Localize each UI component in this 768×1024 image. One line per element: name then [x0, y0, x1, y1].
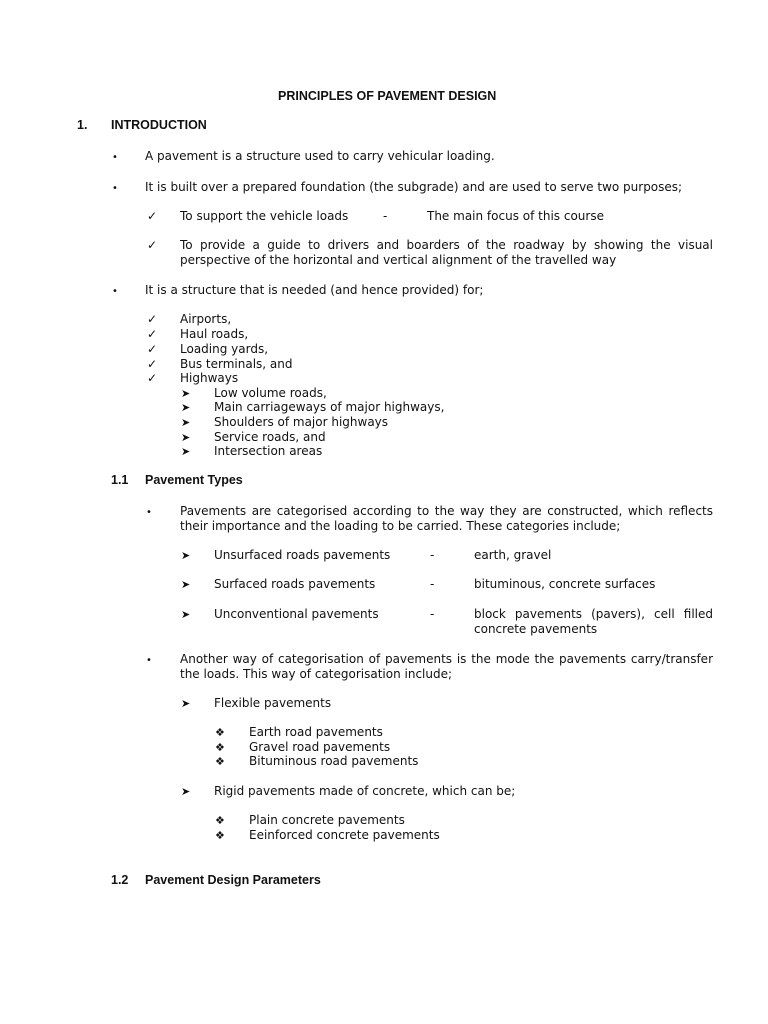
category-desc: earth, gravel [474, 548, 552, 562]
category-name: Unsurfaced roads pavements [214, 548, 391, 562]
section-1-1-heading: Pavement Types [145, 473, 243, 487]
arrow-icon: ➤ [181, 697, 191, 710]
highway-item: Shoulders of major highways [214, 415, 389, 429]
arrow-icon: ➤ [181, 445, 191, 458]
arrow-icon: ➤ [181, 387, 191, 400]
arrow-icon: ➤ [181, 785, 191, 798]
bullet-icon: • [112, 286, 118, 297]
purpose-2-text [180, 238, 713, 268]
category-desc-line-1: block pavements (pavers), cell filled [474, 607, 713, 621]
check-icon: ✓ [147, 342, 158, 356]
section-1-number: 1. [77, 118, 88, 132]
purpose-1-text: To support the vehicle loads [180, 209, 349, 223]
section-1-1-number: 1.1 [111, 473, 129, 487]
highway-item: Main carriageways of major highways, [214, 400, 445, 414]
diamond-icon: ❖ [215, 829, 225, 842]
check-icon: ✓ [147, 209, 158, 223]
diamond-icon: ❖ [215, 814, 225, 827]
check-icon: ✓ [147, 312, 158, 326]
bullet-icon: • [146, 507, 152, 518]
category-desc-line-2: concrete pavements [474, 622, 598, 636]
needed-item: Bus terminals, and [180, 357, 293, 371]
arrow-icon: ➤ [181, 401, 191, 414]
check-icon: ✓ [147, 371, 158, 385]
diamond-icon: ❖ [215, 741, 225, 754]
needed-item: Haul roads, [180, 327, 249, 341]
highway-item: Service roads, and [214, 430, 326, 444]
section-1-2-number: 1.2 [111, 873, 129, 887]
flexible-item: Earth road pavements [249, 725, 383, 739]
highway-item: Intersection areas [214, 444, 323, 458]
diamond-icon: ❖ [215, 726, 225, 739]
section-1-2-heading: Pavement Design Parameters [145, 873, 321, 887]
check-icon: ✓ [147, 238, 158, 252]
check-icon: ✓ [147, 357, 158, 371]
bullet-icon: • [112, 183, 118, 194]
mode-bullet-line-2: the loads. This way of categorisation include; [180, 667, 453, 681]
category-desc [474, 607, 713, 637]
intro-bullet-1: A pavement is a structure used to carry vehicular loading. [145, 149, 495, 163]
rigid-item: Eeinforced concrete pavements [249, 828, 440, 842]
highway-item: Low volume roads, [214, 386, 327, 400]
flexible-label: Flexible pavements [214, 696, 332, 710]
flexible-item: Bituminous road pavements [249, 754, 419, 768]
category-dash: - [430, 577, 435, 591]
arrow-icon: ➤ [181, 416, 191, 429]
category-desc: bituminous, concrete surfaces [474, 577, 656, 591]
rigid-label: Rigid pavements made of concrete, which can be; [214, 784, 516, 798]
rigid-item: Plain concrete pavements [249, 813, 405, 827]
category-name: Surfaced roads pavements [214, 577, 376, 591]
needed-item: Loading yards, [180, 342, 269, 356]
needed-item: Airports, [180, 312, 232, 326]
section-1-heading: INTRODUCTION [111, 118, 207, 132]
diamond-icon: ❖ [215, 755, 225, 768]
types-bullet-line-1: Pavements are categorised according to the way they are constructed, which reflects [180, 504, 713, 518]
purpose-2-line-2: perspective of the horizontal and vertical alignment of the travelled way [180, 253, 617, 267]
arrow-icon: ➤ [181, 431, 191, 444]
flexible-item: Gravel road pavements [249, 740, 391, 754]
category-dash: - [430, 548, 435, 562]
check-icon: ✓ [147, 327, 158, 341]
needed-item: Highways [180, 371, 239, 385]
needed-bullet: It is a structure that is needed (and hence provided) for; [145, 283, 484, 297]
types-bullet-line-2: their importance and the loading to be carried. These categories include; [180, 519, 621, 533]
intro-bullet-2: It is built over a prepared foundation (the subgrade) and are used to serve two purposes; [145, 180, 683, 194]
arrow-icon: ➤ [181, 608, 191, 621]
arrow-icon: ➤ [181, 578, 191, 591]
arrow-icon: ➤ [181, 549, 191, 562]
purpose-1-note: The main focus of this course [427, 209, 604, 223]
bullet-icon: • [146, 655, 152, 666]
bullet-icon: • [112, 152, 118, 163]
purpose-2-line-1: To provide a guide to drivers and boarders of the roadway by showing the visual [180, 238, 713, 252]
mode-bullet-line-1: Another way of categorisation of pavements is the mode the pavements carry/transfer [180, 652, 713, 666]
types-bullet [180, 504, 713, 534]
category-name: Unconventional pavements [214, 607, 379, 621]
mode-bullet [180, 652, 713, 682]
category-dash: - [430, 607, 435, 621]
document-title: PRINCIPLES OF PAVEMENT DESIGN [278, 89, 497, 103]
purpose-1-dash: - [383, 209, 388, 223]
